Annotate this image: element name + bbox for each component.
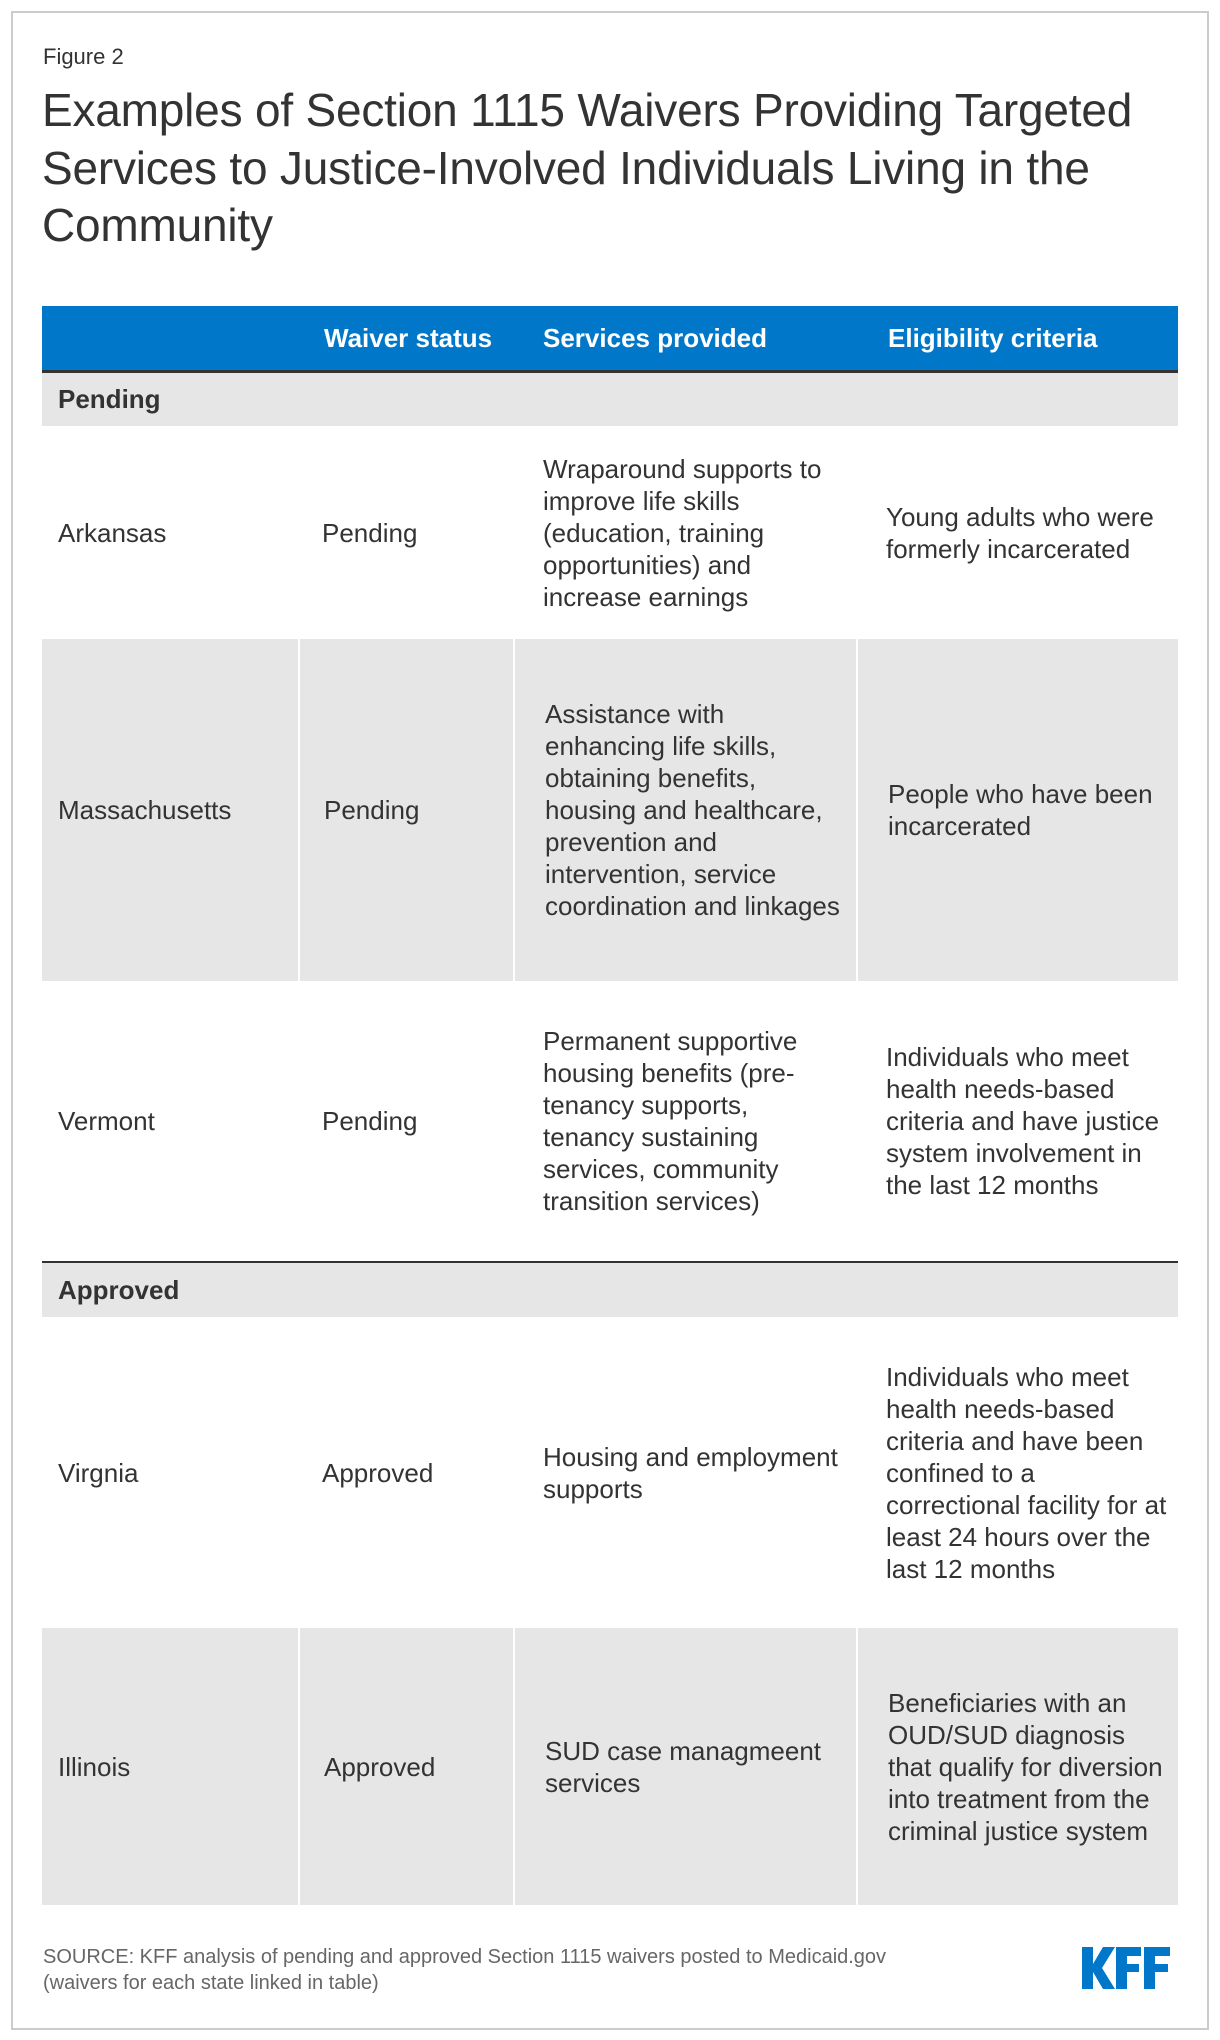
waiver-table bbox=[42, 306, 1178, 1905]
table-row-illinois bbox=[42, 1628, 1178, 1905]
cell-eligibility: People who have been incarcerated bbox=[856, 639, 1178, 981]
source-note bbox=[43, 1944, 886, 1996]
figure-label: Figure 2 bbox=[43, 44, 124, 69]
header-eligibility-criteria: Eligibility criteria bbox=[888, 322, 1098, 353]
cell-eligibility: Individuals who meet health needs-based criteria and have justice system involvement in the last 12 months bbox=[886, 1042, 1160, 1200]
cell-services: Wraparound supports to improve life skills (education, training opportunities) and increase earnings bbox=[543, 453, 822, 612]
source-line-2: (waivers for each state linked in table) bbox=[43, 1972, 379, 1994]
section-pending: Pending bbox=[42, 373, 1178, 426]
header-services-provided: Services provided bbox=[543, 322, 767, 353]
cell-services: SUD case managmeent services bbox=[513, 1628, 856, 1905]
kff-logo-icon bbox=[1082, 1947, 1170, 1989]
cell-state[interactable]: Massachusetts bbox=[42, 639, 298, 981]
table-row-massachusetts bbox=[42, 639, 1178, 981]
cell-eligibility: Young adults who were formerly incarcerated bbox=[886, 501, 1154, 564]
cell-state[interactable]: Virgnia bbox=[58, 1457, 139, 1488]
cell-status: Approved bbox=[298, 1628, 513, 1905]
cell-eligibility: Beneficiaries with an OUD/SUD diagnosis that qualify for diversion into treatment from the criminal justice system bbox=[856, 1628, 1178, 1905]
cell-state[interactable]: Vermont bbox=[58, 1106, 155, 1136]
table-row-arkansas bbox=[42, 426, 1178, 639]
section-approved: Approved bbox=[42, 1263, 1178, 1317]
cell-state[interactable]: Illinois bbox=[42, 1628, 298, 1905]
cell-state[interactable]: Arkansas bbox=[58, 517, 167, 548]
cell-services: Assistance with enhancing life skills, obtaining benefits, housing and healthcare, prevention and intervention, service coordination and linkages bbox=[513, 639, 856, 981]
table-row-vermont bbox=[42, 981, 1178, 1263]
cell-eligibility: Individuals who meet health needs-based criteria and have been confined to a correctional facility for at least 24 hours over the last 12 months bbox=[886, 1361, 1167, 1584]
cell-status: Approved bbox=[322, 1457, 434, 1488]
source-line-1: SOURCE: KFF analysis of pending and approved Section 1115 waivers posted to Medicaid.gov bbox=[43, 1946, 887, 1968]
table-header bbox=[42, 306, 1178, 373]
cell-services: Housing and employment supports bbox=[543, 1441, 838, 1504]
cell-services: Permanent supportive housing benefits (pre-tenancy supports, tenancy sustaining services, community transition services) bbox=[543, 1026, 798, 1216]
figure-title: Examples of Section 1115 Waivers Providing Targeted Services to Justice-Involved Individuals Living in the Community bbox=[42, 84, 1133, 251]
cell-status: Pending bbox=[298, 639, 513, 981]
table-row-virginia bbox=[42, 1317, 1178, 1628]
cell-status: Pending bbox=[322, 517, 418, 548]
header-waiver-status: Waiver status bbox=[324, 322, 493, 353]
cell-status: Pending bbox=[322, 1106, 418, 1136]
